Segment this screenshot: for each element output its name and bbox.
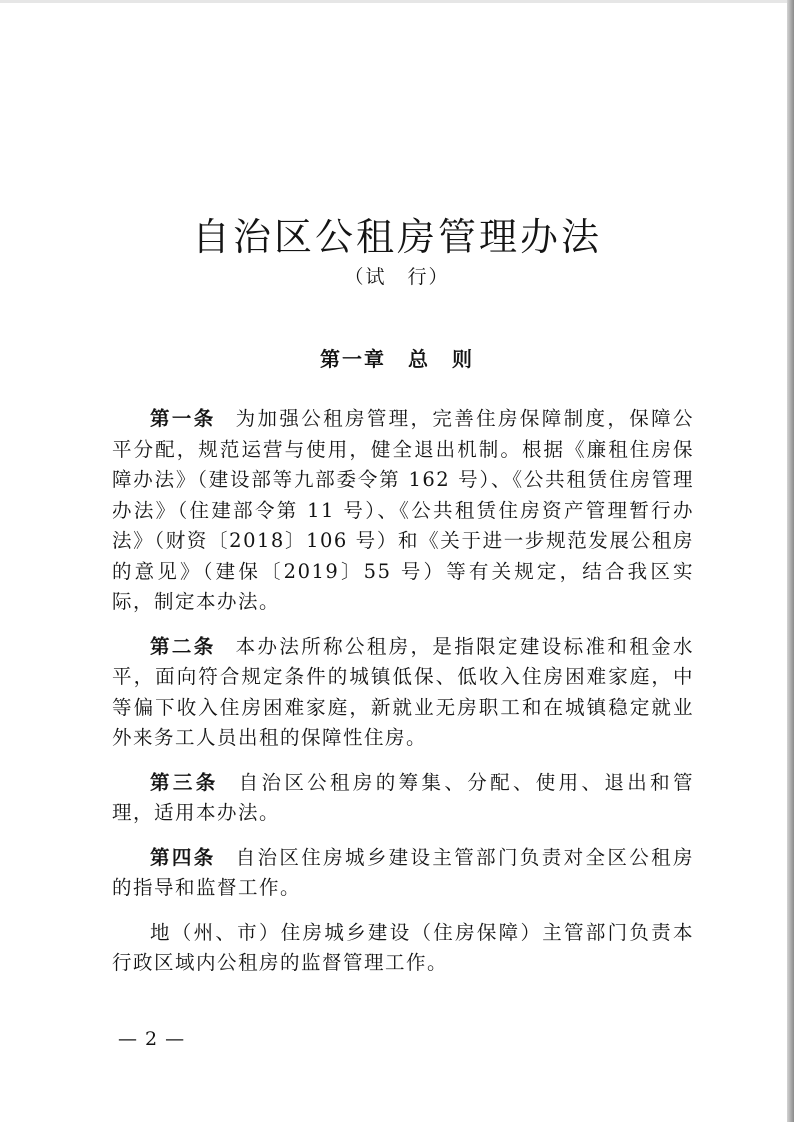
scan-top-edge	[0, 0, 794, 3]
page-number: — 2 —	[118, 1028, 186, 1050]
document-body	[112, 404, 694, 993]
article-label: 第四条	[150, 845, 216, 869]
document-subtitle: （试 行）	[344, 266, 450, 288]
article-text: 自治区公租房的筹集、分配、使用、退出和管理，适用本办法。	[112, 770, 694, 824]
article-label: 第一条	[150, 407, 216, 430]
article-paragraph	[112, 404, 694, 618]
article-paragraph	[112, 768, 694, 829]
article-paragraph	[112, 632, 694, 754]
article-label: 第三条	[150, 770, 219, 794]
article-label: 第二条	[150, 634, 216, 658]
article-text: 自治区住房城乡建设主管部门负责对全区公租房的指导和监督工作。	[112, 845, 694, 899]
article-text: 地（州、市）住房城乡建设（住房保障）主管部门负责本行政区域内公租房的监督管理工作。	[112, 920, 694, 974]
scan-right-edge	[787, 0, 794, 1122]
document-title: 自治区公租房管理办法	[191, 215, 602, 260]
article-text: 本办法所称公租房，是指限定建设标准和租金水平，面向符合规定条件的城镇低保、低收入住房困难家庭，中等偏下收入住房困难家庭，新就业无房职工和在城镇稳定就业外来务工人员出租的保障性住房。	[112, 634, 694, 749]
article-paragraph	[112, 843, 694, 904]
article-text: 为加强公租房管理，完善住房保障制度，保障公平分配，规范运营与使用，健全退出机制。根据《廉租住房保障办法》（建设部等九部委令第 162 号）、《公共租赁住房管理办法》（住建部令第 11 号）、《公共租赁住房资产管理暂行办法》（财资〔2018〕106 号）和《关于进一步规范发展公租房的意见》（建保〔2019〕55 号）等有关规定，结合我区实际，制定本办法。	[112, 407, 694, 613]
chapter-heading: 第一章 总 则	[320, 347, 474, 371]
article-paragraph	[112, 918, 694, 979]
